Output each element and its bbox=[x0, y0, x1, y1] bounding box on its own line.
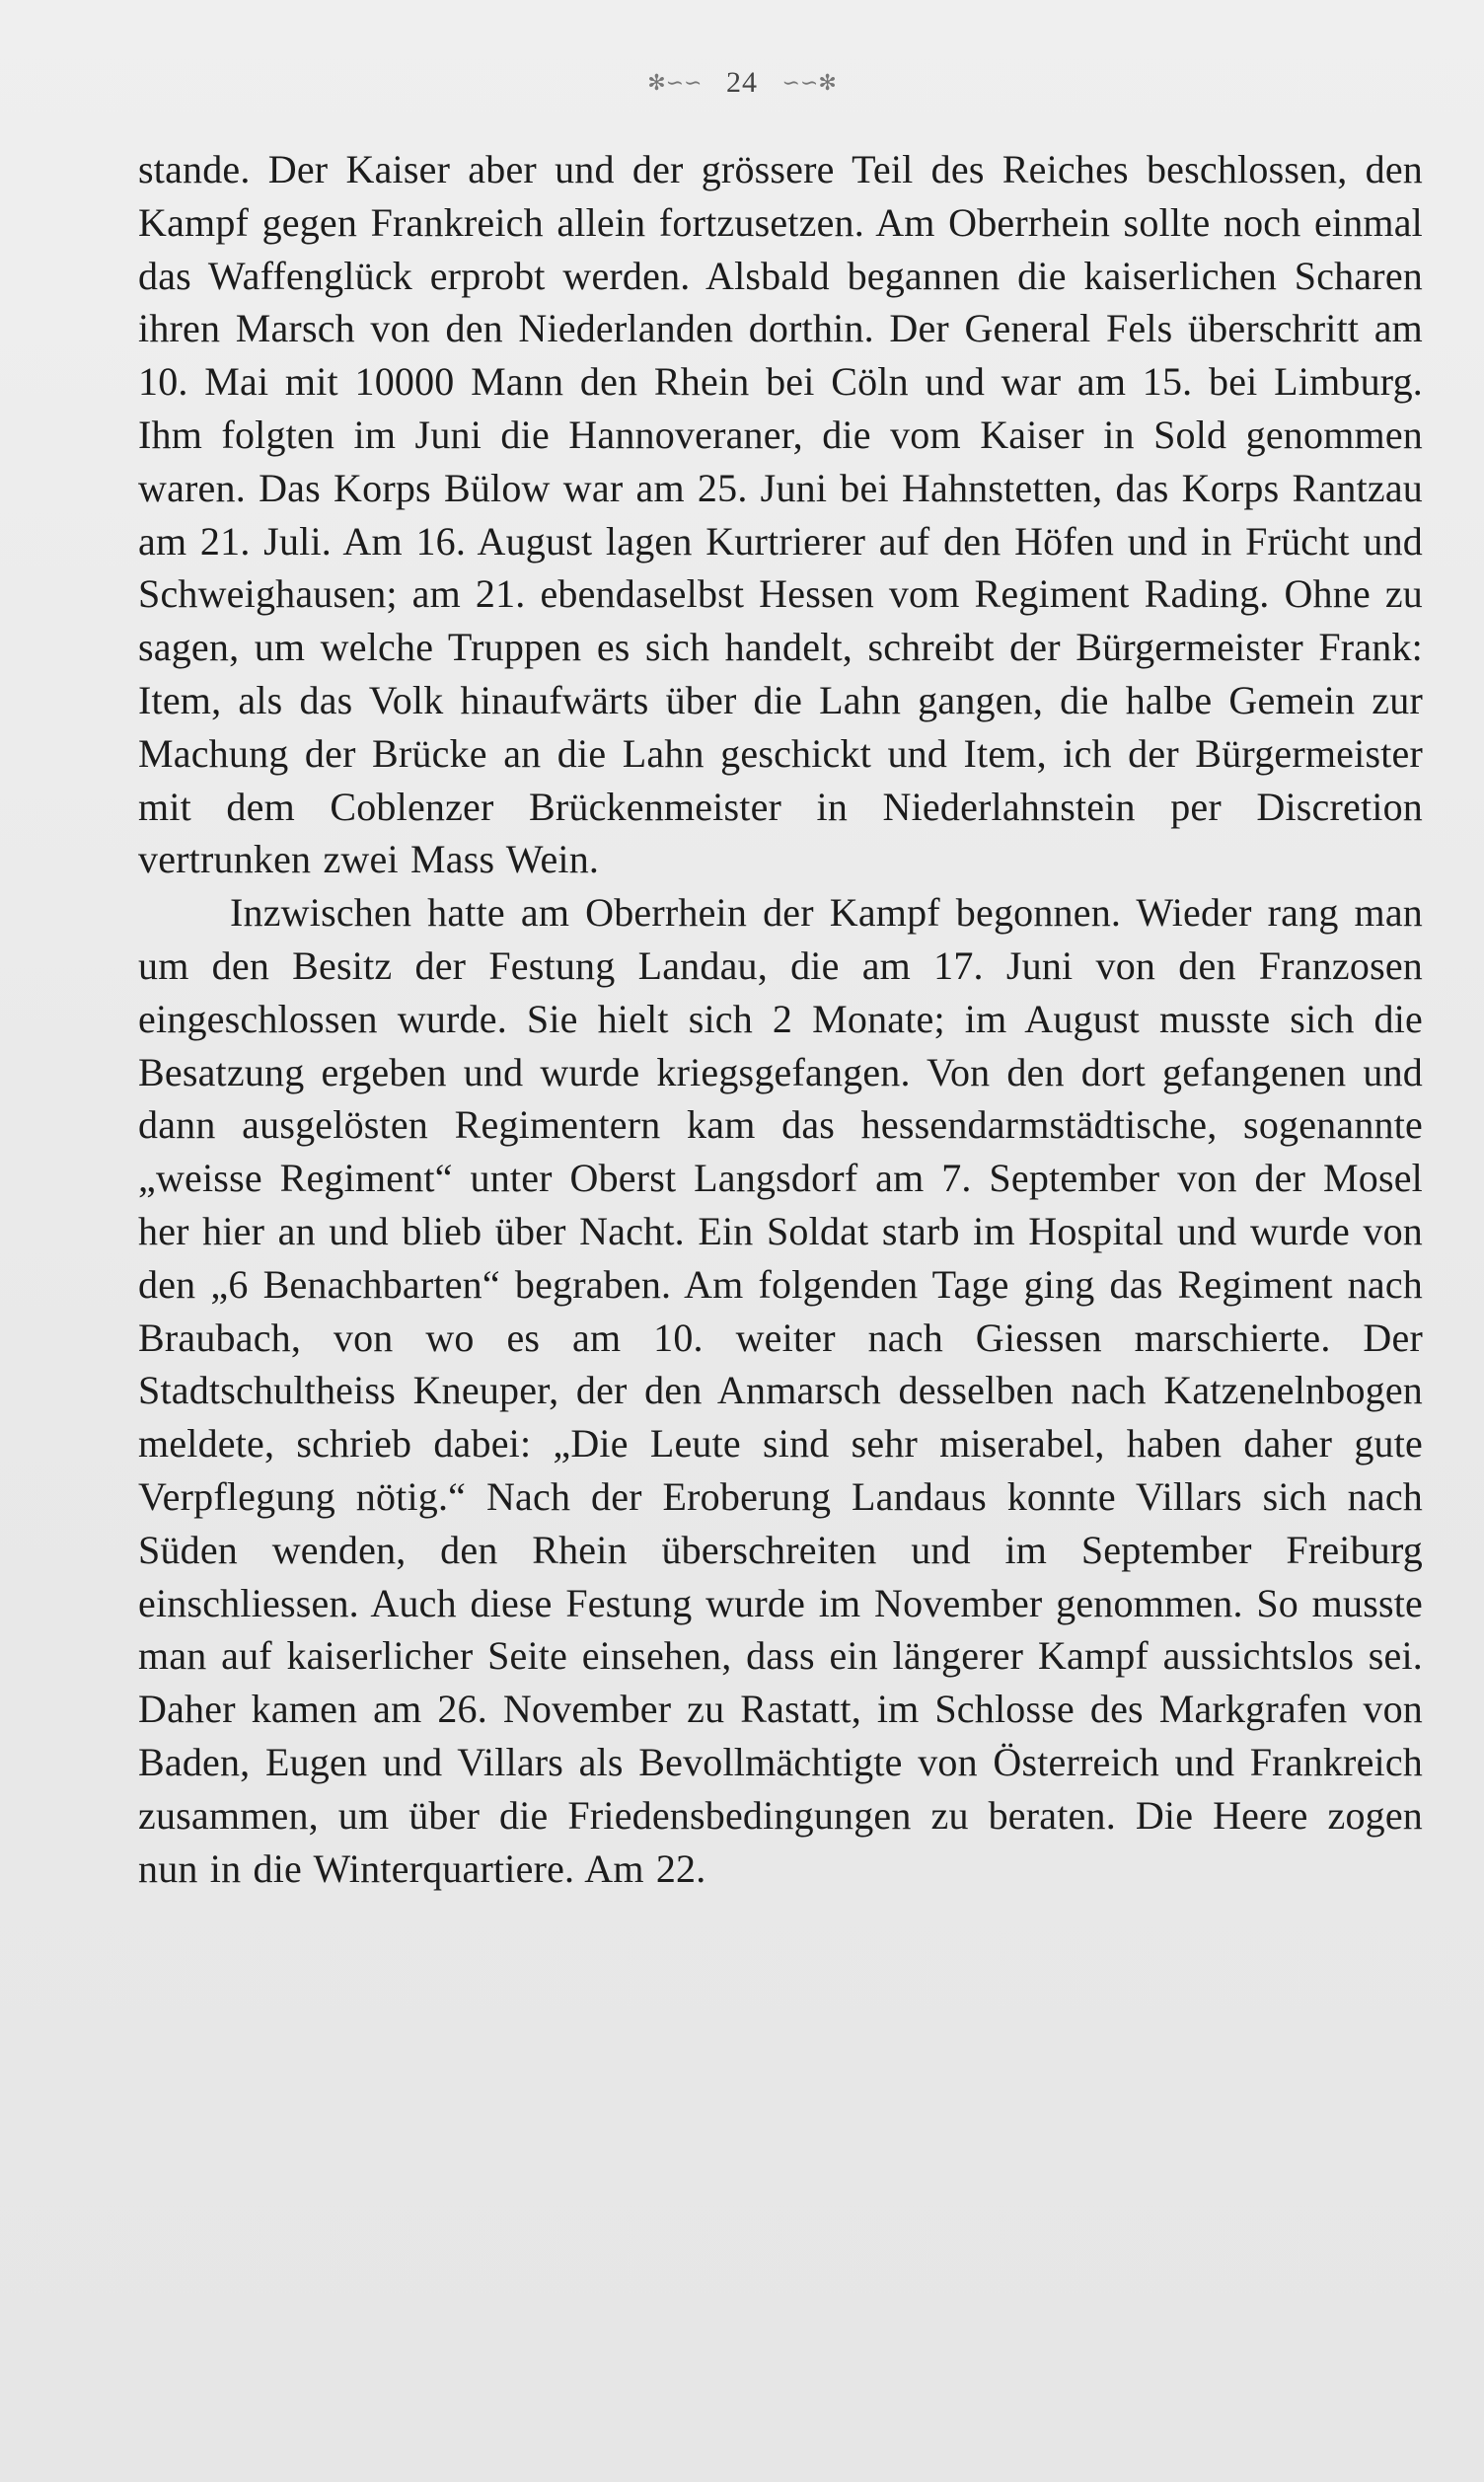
body-text bbox=[138, 143, 1423, 1895]
page-number: 24 bbox=[726, 66, 758, 100]
paragraph-1: stande. Der Kaiser aber und der grössere Teil des Reiches beschlossen, den Kampf gegen Frankreich allein fortzusetzen. Am Oberrhein sollte noch einmal das Waffenglück erprobt werden. Alsbald begannen die kaiserlichen Scharen ihren Marsch von den Niederlanden dorthin. Der General Fels überschritt am 10. Mai mit 10000 Mann den Rhein bei Cöln und war am 15. bei Limburg. Ihm folgten im Juni die Hannoveraner, die vom Kaiser in Sold genommen waren. Das Korps Bülow war am 25. Juni bei Hahnstetten, das Korps Rantzau am 21. Juli. Am 16. August lagen Kurtrierer auf den Höfen und in Frücht und Schweighausen; am 21. ebendaselbst Hessen vom Regiment Rading. Ohne zu sagen, um welche Truppen es sich handelt, schreibt der Bürgermeister Frank: Item, als das Volk hinaufwärts über die Lahn gangen, die halbe Gemein zur Machung der Brücke an die Lahn geschickt und Item, ich der Bürgermeister mit dem Coblenzer Brückenmeister in Niederlahnstein per Discretion vertrunken zwei Mass Wein. bbox=[138, 147, 1423, 882]
ornament-right: ∽∽✻ bbox=[781, 70, 837, 96]
page-header bbox=[0, 61, 1484, 103]
paragraph-2: Inzwischen hatte am Oberrhein der Kampf begonnen. Wieder rang man um den Besitz der Festung Landau, die am 17. Juni von den Franzosen eingeschlossen wurde. Sie hielt sich 2 Monate; im August musste sich die Besatzung ergeben und wurde kriegsgefangen. Von den dort gefangenen und dann ausgelösten Regimentern kam das hessendarmstädtische, sogenannte „weisse Regiment“ unter Oberst Langsdorf am 7. September von der Mosel her hier an und blieb über Nacht. Ein Soldat starb im Hospital und wurde von den „6 Benachbarten“ begraben. Am folgenden Tage ging das Regiment nach Braubach, von wo es am 10. weiter nach Giessen marschierte. Der Stadtschultheiss Kneuper, der den Anmarsch desselben nach Katzenelnbogen meldete, schrieb dabei: „Die Leute sind sehr miserabel, haben daher gute Verpflegung nötig.“ Nach der Eroberung Landaus konnte Villars sich nach Süden wenden, den Rhein überschreiten und im September Freiburg einschliessen. Auch diese Festung wurde im November genommen. So musste man auf kaiserlicher Seite einsehen, dass ein längerer Kampf aussichtslos sei. Daher kamen am 26. November zu Rastatt, im Schlosse des Markgrafen von Baden, Eugen und Villars als Bevollmächtigte von Österreich und Frankreich zusammen, um über die Friedensbedingungen zu beraten. Die Heere zogen nun in die Winterquartiere. Am 22. bbox=[138, 890, 1423, 1891]
ornament-left: ✻∽∽ bbox=[647, 70, 703, 96]
